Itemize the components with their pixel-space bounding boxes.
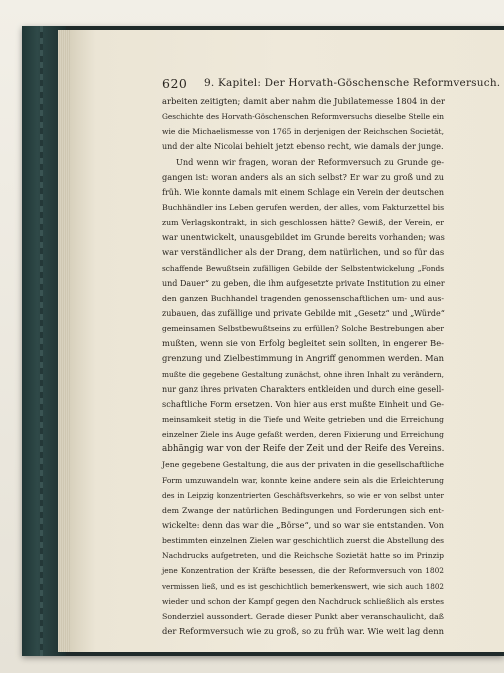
text-line: war unentwickelt, unausgebildet im Grunde bereits vorhanden; was — [162, 232, 445, 243]
text-line: war verständlicher als der Drang, dem natürlichen, und so für das — [162, 247, 445, 258]
text-line: vermissen ließ, und es ist geschichtlich bemerkenswert, wie sich auch 1802 — [162, 581, 444, 591]
text-line: dem Zwange der natürlichen Bedingungen und Forderungen sich ent- — [162, 505, 444, 515]
text-line: den ganzen Buchhandel tragenden genossenschaftlichen um- und aus- — [162, 293, 444, 303]
text-line: jene Konzentration der Kräfte besessen, die der Reformversuch von 1802 — [162, 566, 444, 576]
text-line: wie die Michaelismesse von 1765 in derjenigen der Reichschen Societät, — [162, 127, 444, 137]
body-text — [162, 94, 444, 639]
text-line: nur ganz ihres privaten Charakters entkleiden und durch eine gesell- — [162, 384, 444, 394]
text-line: mußte die gegebene Gestaltung zunächst, ohne ihren Inhalt zu verändern, — [162, 369, 444, 379]
text-line: schaffende Bewußtsein zufälligen Gebilde der Selbstentwickelung „Fonds — [162, 263, 444, 273]
text-line: und der alte Nicolai behielt jetzt ebenso recht, wie damals der junge. — [162, 142, 444, 152]
text-line: der Reformversuch wie zu groß, so zu früh war. Wie weit lag denn — [162, 625, 444, 636]
text-line: gemeinsamen Selbstbewußtseins zu erfüllen? Solche Bestrebungen aber — [162, 324, 444, 334]
text-line: früh. Wie konnte damals mit einem Schlage ein Verein der deutschen — [162, 187, 444, 197]
running-head: 9. Kapitel: Der Horvath-Göschensche Reformversuch. — [204, 77, 501, 89]
text-line: Buchhändler ins Leben gerufen werden, der alles, vom Fakturzettel bis — [162, 202, 445, 212]
text-line: einzelner Ziele ins Auge gefaßt werden, deren Fixierung und Erreichung — [162, 430, 444, 440]
text-line: wickelte: denn das war die „Börse“, und so war sie entstanden. Von — [162, 519, 444, 530]
text-line: gangen ist: woran anders als an sich selbst? Er war zu groß und zu — [162, 171, 444, 182]
text-line: des in Leipzig konzentrierten Geschäftsverkehrs, so wie er von selbst unter — [162, 490, 444, 500]
text-line: zubauen, das zufällige und private Gebilde mit „Gesetz“ und „Würde“ — [162, 308, 445, 318]
text-line: Geschichte des Horvath-Göschenschen Reformversuchs dieselbe Stelle ein — [162, 112, 444, 122]
text-line: meinsamkeit stetig in die Tiefe und Weite getrieben und die Erreichung — [162, 414, 444, 424]
text-line: und Dauer“ zu geben, die ihm aufgesetzte private Institution zu einer — [162, 278, 445, 288]
text-line: zum Verlagskontrakt, in sich geschlossen hätte? Gewiß, der Verein, er — [162, 218, 444, 228]
text-line: schaftliche Form ersetzen. Von hier aus erst mußte Einheit und Ge- — [162, 398, 444, 409]
text-line: grenzung und Zielbestimmung in Angriff genommen werden. Man — [162, 353, 444, 364]
text-line: Form umzuwandeln war, konnte keine andere sein als die Erleichterung — [162, 475, 444, 485]
text-line: Jene gegebene Gestaltung, die aus der privaten in die gesellschaftliche — [162, 460, 444, 470]
text-line: wieder und schon der Kampf gegen den Nachdruck schließlich als erstes — [162, 596, 444, 606]
text-line: mußten, wenn sie von Erfolg begleitet sein sollten, in engerer Be- — [162, 338, 444, 349]
page-number: 620 — [162, 76, 188, 91]
text-line: Und wenn wir fragen, woran der Reformversuch zu Grunde ge- — [176, 156, 444, 167]
text-line: bestimmten einzelnen Zielen war geschichtlich zuerst die Abstellung des — [162, 536, 444, 546]
text-line: abhängig war von der Reife der Zeit und der Reife des Vereins. — [162, 444, 445, 455]
text-line: Nachdrucks aufgetreten, und die Reichsche Sozietät hatte so im Prinzip — [162, 551, 444, 561]
text-line: Sonderziel aussondert. Gerade dieser Punkt aber veranschaulicht, daß — [162, 611, 444, 621]
text-line: arbeiten zeitigten; damit aber nahm die Jubilatemesse 1804 in der — [162, 96, 445, 106]
